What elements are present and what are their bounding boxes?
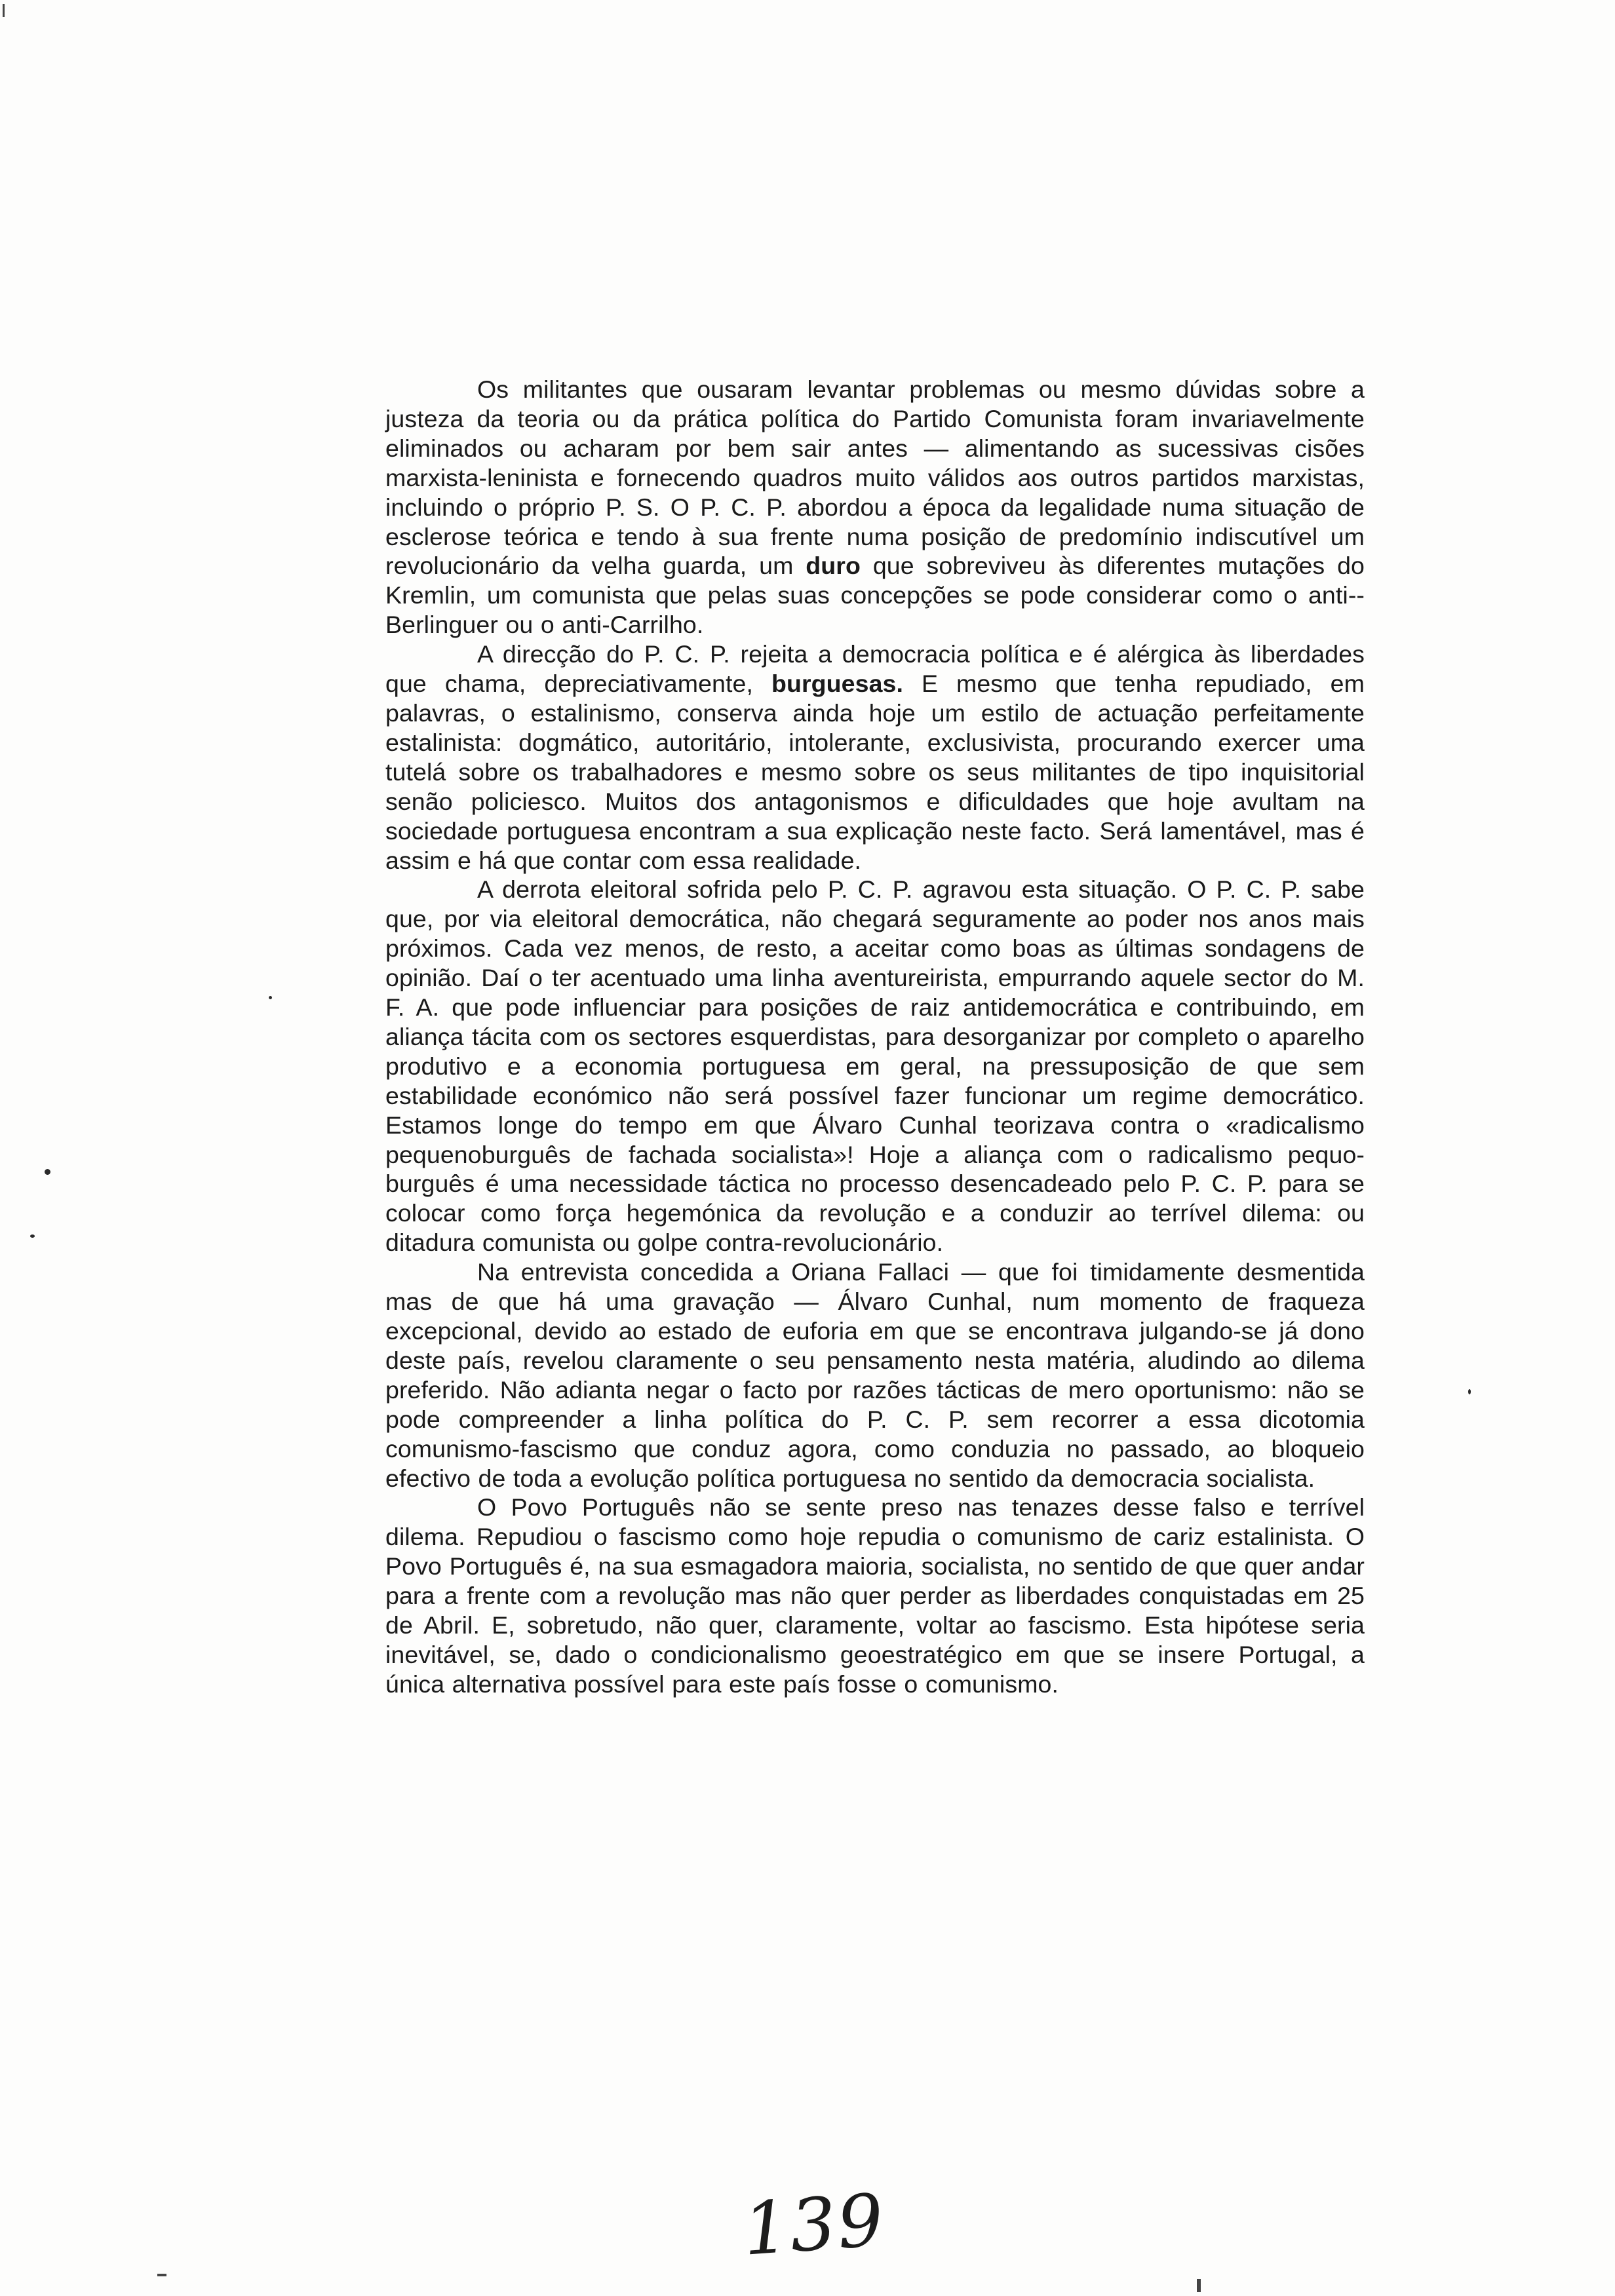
scan-speck [30, 1234, 35, 1238]
paragraph-1-bold-duro: duro [806, 552, 861, 580]
scan-edge-mark [3, 4, 5, 17]
scan-speck [269, 996, 272, 999]
paragraph-2-run-1: A direcção do P. C. P. rejeita a democracia política e é alérgica às liberdades que chama, depreciativamente, [385, 640, 1365, 698]
scan-edge-mark [1197, 2279, 1201, 2292]
paragraph-1 [385, 375, 1365, 640]
paragraph-1-run-3: que sobreviveu às diferentes mutações do Kremlin, um comunista que pelas suas concepções se pode considerar como o anti--Berlinguer ou o anti-Carrilho. [385, 552, 1365, 639]
paragraph-3-run-1: A derrota eleitoral sofrida pelo P. C. P. agravou esta situação. O P. C. P. sabe que, por via eleitoral democrática, não chegará seguramente ao poder nos anos mais próximos. Cada vez menos, de resto, a aceitar como boas as últimas sondagens de opinião. Daí o ter acentuado uma linha aventureirista, empurrando aquele sector do M. F. A. que pode influenciar para posições de raiz antidemocrática e contribuindo, em aliança tácita com os sectores esquerdistas, para desorganizar por completo o aparelho produtivo e a economia portuguesa em geral, na pressuposição de que sem estabilidade económico não será possível fazer funcionar um regime democrático. Estamos longe do tempo em que Álvaro Cunhal teorizava contra o «radicalismo pequenoburguês de fachada socialista»! Hoje a aliança com o radicalismo pequo-burguês é uma necessidade táctica no processo desencadeado pelo P. C. P. para se colocar como força hegemónica da revolução e a conduzir ao terrível dilema: ou ditadura comunista ou golpe contra-revolucionário. [385, 875, 1365, 1257]
scan-speck [45, 1169, 50, 1175]
body-text [385, 375, 1365, 1699]
paragraph-3 [385, 875, 1365, 1257]
handwritten-page-number: 139 [740, 2177, 887, 2272]
paragraph-2-run-3: E mesmo que tenha repudiado, em palavras, o estalinismo, conserva ainda hoje um estilo de actuação perfeitamente estalinista: dogmático, autoritário, intolerante, exclusivista, procurando exercer uma tutelá sobre os trabalhadores e mesmo sobre os seus militantes de tipo inquisitorial senão policiesco. Muitos dos antagonismos e dificuldades que hoje avultam na sociedade portuguesa encontram a sua explicação neste facto. Será lamentável, mas é assim e há que contar com essa realidade. [385, 670, 1365, 874]
paragraph-2 [385, 640, 1365, 875]
paragraph-4-run-1: Na entrevista concedida a Oriana Fallaci — que foi timidamente desmentida mas de que há uma gravação — Álvaro Cunhal, num momento de fraqueza excepcional, devido ao estado de euforia em que se encontrava julgando-se já dono deste país, revelou claramente o seu pensamento nesta matéria, aludindo ao dilema preferido. Não adianta negar o facto por razões tácticas de mero oportunismo: não se pode compreender a linha política do P. C. P. sem recorrer a essa dicotomia comunismo-fascismo que conduz agora, como conduzia no passado, ao bloqueio efectivo de toda a evolução política portuguesa no sentido da democracia socialista. [385, 1258, 1365, 1492]
scan-edge-mark [157, 2274, 166, 2276]
scan-speck [1468, 1389, 1471, 1394]
paragraph-5-run-1: O Povo Português não se sente preso nas tenazes desse falso e terrível dilema. Repudiou o fascismo como hoje repudia o comunismo de cariz estalinista. O Povo Português é, na sua esmagadora maioria, socialista, no sentido de que quer andar para a frente com a revolução mas não quer perder as liberdades conquistadas em 25 de Abril. E, sobretudo, não quer, claramente, voltar ao fascismo. Esta hipótese seria inevitável, se, dado o condicionalismo geoestratégico em que se insere Portugal, a única alternativa possível para este país fosse o comunismo. [385, 1493, 1365, 1698]
paragraph-5 [385, 1493, 1365, 1698]
paragraph-2-bold-burguesas: burguesas. [771, 670, 903, 698]
paragraph-1-run-1: Os militantes que ousaram levantar problemas ou mesmo dúvidas sobre a justeza da teoria ou da prática política do Partido Comunista foram invariavelmente eliminados ou acharam por bem sair antes — alimentando as sucessivas cisões marxista-leninista e fornecendo quadros muito válidos aos outros partidos marxistas, incluindo o próprio P. S. O P. C. P. abordou a época da legalidade numa situação de esclerose teórica e tendo à sua frente numa posição de predomínio indiscutível um revolucionário da velha guarda, um [385, 375, 1365, 580]
paragraph-4 [385, 1257, 1365, 1493]
